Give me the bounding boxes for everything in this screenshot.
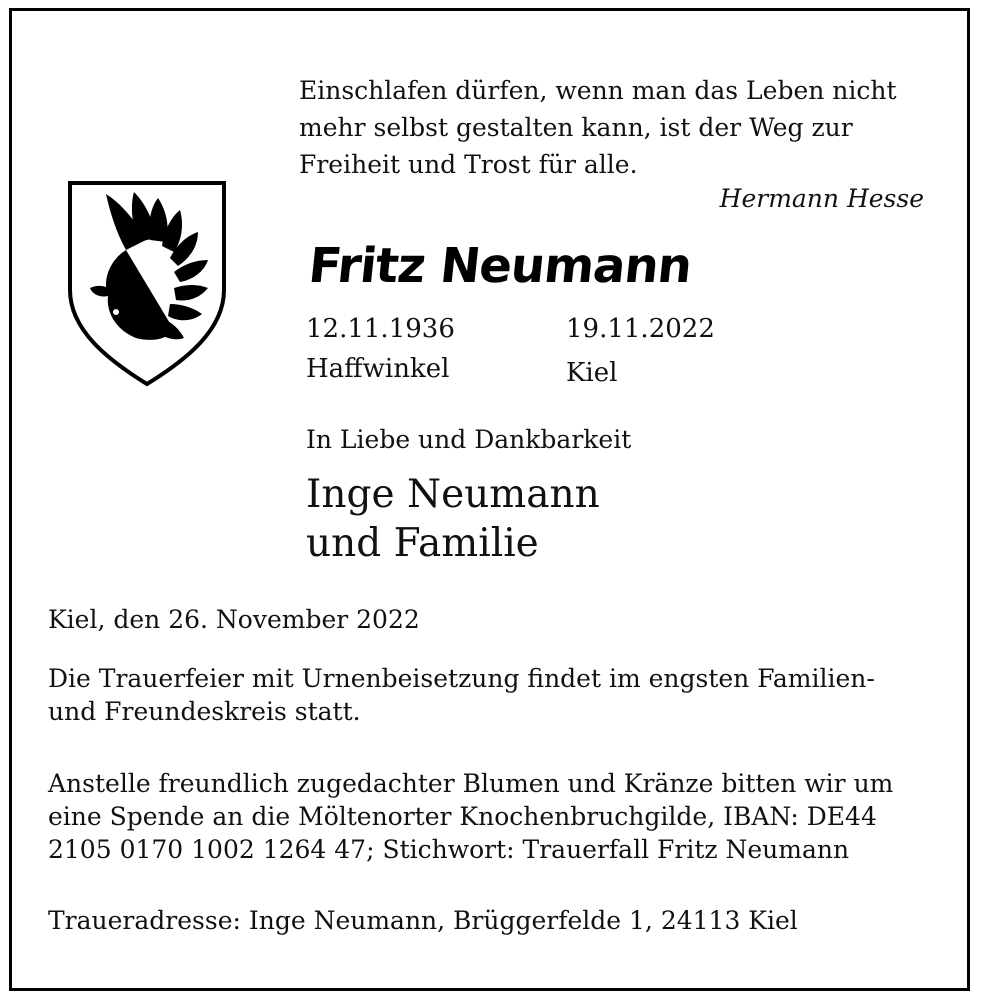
- quote-line: mehr selbst gestalten kann, ist der Weg zur: [299, 113, 853, 142]
- quote: [299, 72, 939, 183]
- mourning-address: Traueradresse: Inge Neumann, Brüggerfelde 1, 24113 Kiel: [48, 906, 798, 935]
- paragraph-line: und Freundeskreis statt.: [48, 697, 361, 726]
- mourner-line: Inge Neumann: [306, 472, 600, 517]
- death-date: 19.11.2022: [566, 314, 715, 344]
- mourner-line: und Familie: [306, 521, 539, 566]
- quote-line: Einschlafen dürfen, wenn man das Leben nicht: [299, 76, 897, 105]
- quote-author: Hermann Hesse: [719, 184, 924, 213]
- mourners: [306, 470, 600, 568]
- deceased-name: Fritz Neumann: [306, 238, 694, 294]
- dedication: In Liebe und Dankbarkeit: [306, 425, 632, 454]
- death-place: Kiel: [566, 358, 618, 388]
- donation-paragraph: [48, 767, 893, 866]
- quote-line: Freiheit und Trost für alle.: [299, 150, 638, 179]
- coat-of-arms-eagle-wing-icon: [66, 180, 230, 387]
- paragraph-line: Anstelle freundlich zugedachter Blumen und Kränze bitten wir um: [48, 769, 894, 798]
- birth-date: 12.11.1936: [306, 314, 455, 344]
- paragraph-line: Die Trauerfeier mit Urnenbeisetzung findet im engsten Familien-: [48, 664, 875, 693]
- dateline: Kiel, den 26. November 2022: [48, 605, 420, 634]
- paragraph-line: eine Spende an die Möltenorter Knochenbruchgilde, IBAN: DE44: [48, 802, 877, 831]
- ceremony-paragraph: [48, 662, 875, 728]
- birth-place: Haffwinkel: [306, 354, 450, 384]
- paragraph-line: 2105 0170 1002 1264 47; Stichwort: Trauerfall Fritz Neumann: [48, 835, 850, 864]
